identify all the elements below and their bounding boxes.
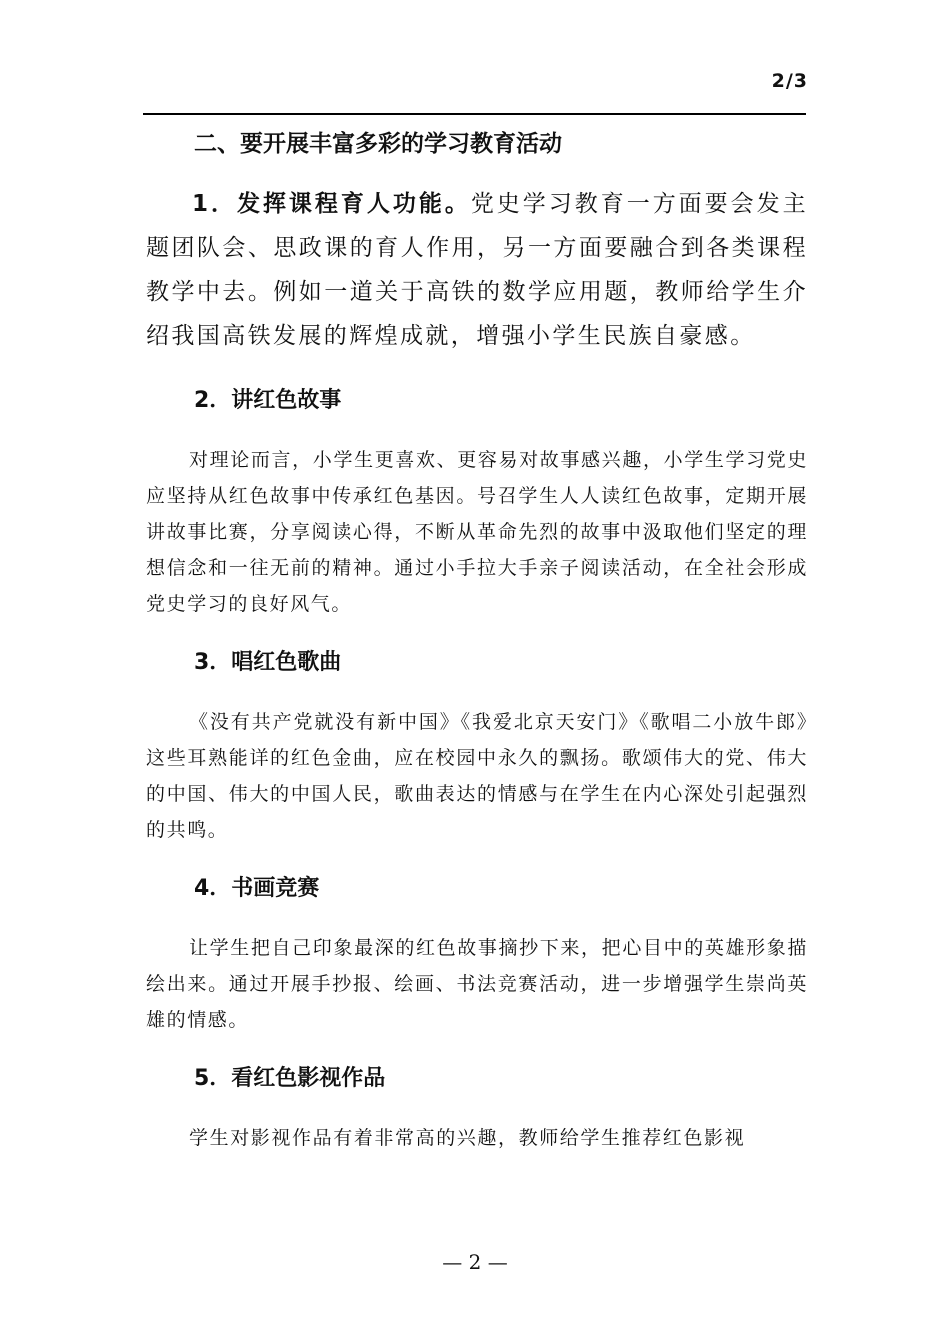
item1-paragraph <box>146 182 808 358</box>
page-indicator: 2/3 <box>771 70 808 92</box>
item1-text: 党史学习教育一方面要会发主题团队会、思政课的育人作用，另一方面要融合到各类课程教学中去。例如一道关于高铁的数学应用题，教师给学生介绍我国高铁发展的辉煌成就，增强小学生民族自豪感。 <box>146 191 808 349</box>
item3-paragraph: 《没有共产党就没有新中国》《我爱北京天安门》《歌唱二小放牛郎》这些耳熟能详的红色金曲，应在校园中永久的飘扬。歌颂伟大的党、伟大的中国、伟大的中国人民，歌曲表达的情感与在学生在内心深处引起强烈的共鸣。 <box>146 711 808 841</box>
item5-heading: 5．看红色影视作品 <box>194 1066 386 1091</box>
item2-heading: 2．讲红色故事 <box>194 388 342 413</box>
item3-heading: 3．唱红色歌曲 <box>194 650 342 675</box>
item4-heading: 4．书画竞赛 <box>194 876 320 901</box>
item2-paragraph: 对理论而言，小学生更喜欢、更容易对故事感兴趣，小学生学习党史应坚持从红色故事中传承红色基因。号召学生人人读红色故事，定期开展讲故事比赛，分享阅读心得，不断从革命先烈的故事中汲取他们坚定的理想信念和一往无前的精神。通过小手拉大手亲子阅读活动，在全社会形成党史学习的良好风气。 <box>146 449 808 615</box>
section-title: 二、要开展丰富多彩的学习教育活动 <box>194 131 562 157</box>
document-body <box>146 128 808 1182</box>
item1-lead: 1．发挥课程育人功能。 <box>192 191 471 217</box>
item5-paragraph: 学生对影视作品有着非常高的兴趣，教师给学生推荐红色影视 <box>189 1127 746 1149</box>
header-rule <box>143 113 806 115</box>
page-number: — 2 — <box>442 1250 508 1274</box>
item4-paragraph: 让学生把自己印象最深的红色故事摘抄下来，把心目中的英雄形象描绘出来。通过开展手抄报、绘画、书法竞赛活动，进一步增强学生崇尚英雄的情感。 <box>146 937 808 1031</box>
